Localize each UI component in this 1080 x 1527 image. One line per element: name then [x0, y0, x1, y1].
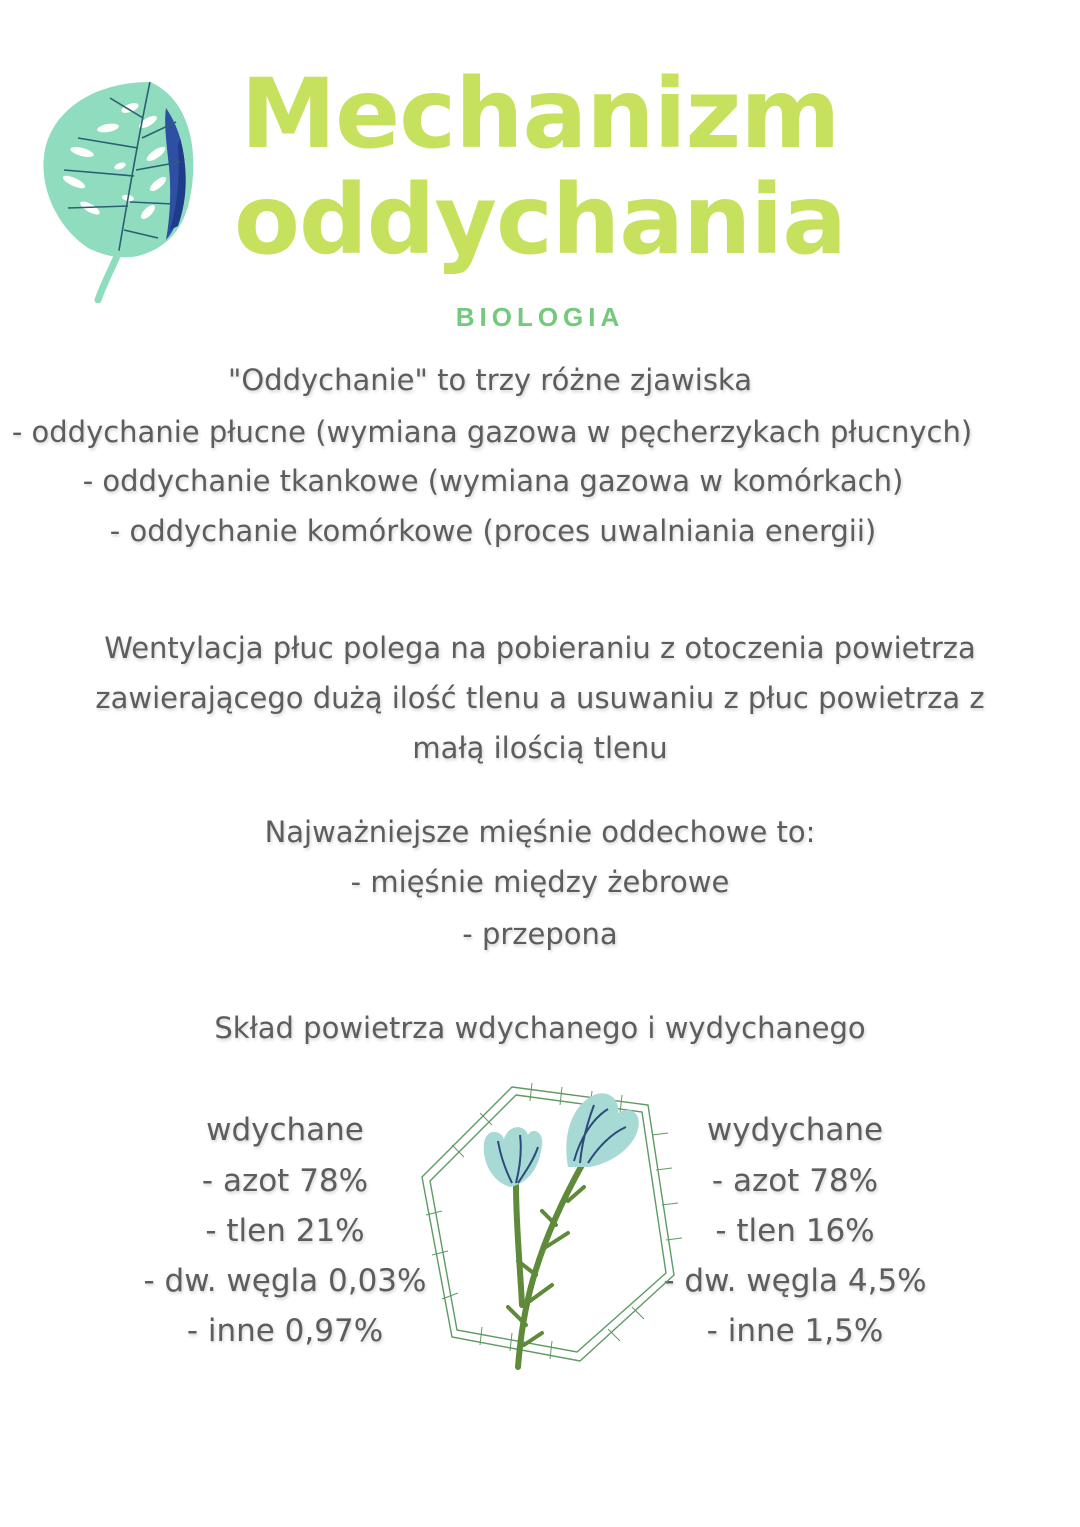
intro-heading: "Oddychanie" to trzy różne zjawiska: [228, 363, 752, 397]
exhaled-item: - azot 78%: [711, 1163, 879, 1199]
inhaled-label: wdychane: [206, 1112, 364, 1148]
flower-hexagon-icon: [412, 1075, 684, 1375]
inhaled-item: - inne 0,97%: [186, 1313, 384, 1349]
page-title-line-2: oddychania: [233, 164, 847, 276]
inhaled-item: - tlen 21%: [205, 1213, 365, 1249]
muscles-heading: Najważniejsze mięśnie oddechowe to:: [264, 815, 816, 849]
muscles-item: - przepona: [462, 917, 618, 951]
inhaled-item: - azot 78%: [201, 1163, 369, 1199]
page-title-line-1: Mechanizm: [240, 58, 840, 170]
air-heading: Skład powietrza wdychanego i wydychanego: [214, 1011, 866, 1045]
muscles-item: - mięśnie między żebrowe: [350, 865, 730, 899]
exhaled-label: wydychane: [706, 1112, 884, 1148]
exhaled-item: - tlen 16%: [715, 1213, 875, 1249]
ventilation-line: Wentylacja płuc polega na pobieraniu z otoczenia powietrza: [104, 631, 976, 665]
intro-item: - oddychanie tkankowe (wymiana gazowa w komórkach): [82, 464, 904, 498]
intro-item: - oddychanie płucne (wymiana gazowa w pęcherzykach płucnych): [11, 415, 973, 449]
inhaled-item: - dw. węgla 0,03%: [143, 1263, 427, 1299]
ventilation-line: zawierającego dużą ilość tlenu a usuwaniu z płuc powietrza z: [95, 681, 985, 715]
ventilation-line: małą ilością tlenu: [412, 731, 668, 765]
exhaled-item: - dw. węgla 4,5%: [663, 1263, 927, 1299]
intro-item: - oddychanie komórkowe (proces uwalniania energii): [109, 514, 877, 548]
exhaled-item: - inne 1,5%: [706, 1313, 884, 1349]
subject-label: BIOLOGIA: [455, 302, 625, 332]
